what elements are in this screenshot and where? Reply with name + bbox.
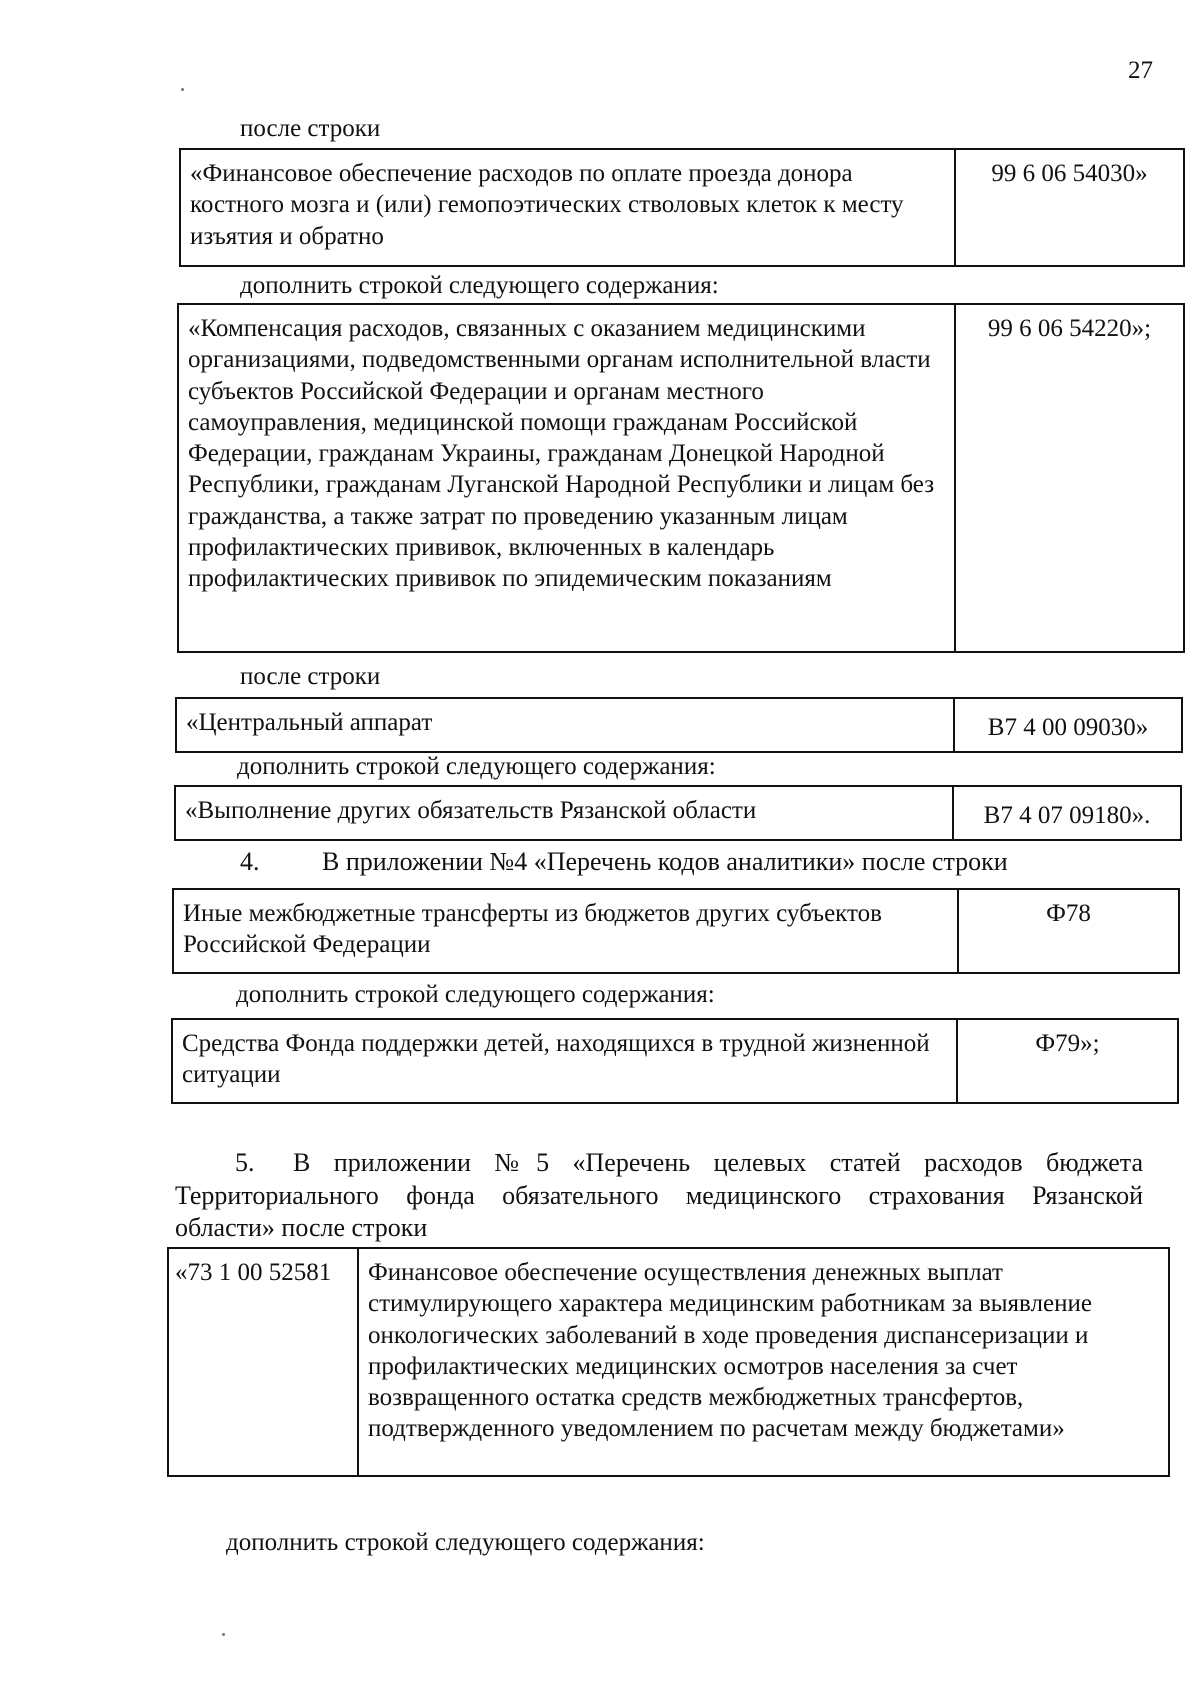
code-table-1 bbox=[179, 148, 1185, 267]
analytics-code-table-1 bbox=[172, 888, 1180, 974]
table-cell-code: «73 1 00 52581 bbox=[168, 1248, 358, 1476]
table-cell-text: Финансовое обеспечение осуществления денежных выплат стимулирующего характера медицинским работникам за выявление онкологических заболеваний в ходе проведения диспансеризации и профилактических медицинских осмотров населения за счет возвращенного остатка средств межбюджетных трансфертов, подтвержденного уведомлением по расчетам между бюджетами» bbox=[358, 1248, 1169, 1476]
code-table-2 bbox=[177, 303, 1185, 653]
table-cell-text: «Выполнение других обязательств Рязанской области bbox=[175, 786, 953, 840]
table-cell-code: Ф79»; bbox=[957, 1019, 1178, 1103]
table-cell-text: Иные межбюджетные трансферты из бюджетов других субъектов Российской Федерации bbox=[173, 889, 958, 973]
caption-after-row: после строки bbox=[240, 115, 381, 142]
paragraph-5 bbox=[175, 1147, 1143, 1245]
caption-add-row: дополнить строкой следующего содержания: bbox=[240, 272, 719, 299]
scan-speck bbox=[181, 88, 184, 91]
page-number: 27 bbox=[1128, 57, 1153, 84]
paragraph-number: 5. bbox=[235, 1148, 255, 1177]
paragraph-text-continued: Территориального фонда обязательного медицинского страхования Рязанской области» после строки bbox=[175, 1180, 1143, 1242]
table-cell-code: В7 4 07 09180». bbox=[953, 786, 1181, 840]
table-cell-code: 99 6 06 54220»; bbox=[955, 304, 1184, 652]
table-cell-text: «Компенсация расходов, связанных с оказанием медицинскими организациями, подведомственными органам исполнительной власти субъектов Российской Федерации и органам местного самоуправления, медицинской помощи гражданам Российской Федерации, гражданам Украины, гражданам Донецкой Народной Республики, гражданам Луганской Народной Республики и лицам без гражданства, а также затрат по проведению указанным лицам профилактических прививок, включенных в календарь профилактических прививок по эпидемическим показаниям bbox=[178, 304, 955, 652]
table-cell-code: Ф78 bbox=[958, 889, 1179, 973]
target-article-table bbox=[167, 1247, 1170, 1477]
scan-speck bbox=[222, 1633, 225, 1636]
analytics-code-table-2 bbox=[171, 1018, 1179, 1104]
code-table-3 bbox=[175, 697, 1183, 753]
caption-after-row: после строки bbox=[240, 663, 381, 690]
paragraph-4 bbox=[240, 846, 1008, 877]
paragraph-first-line bbox=[175, 1147, 1143, 1180]
table-cell-code: В7 4 00 09030» bbox=[954, 698, 1182, 752]
table-cell-text: «Центральный аппарат bbox=[176, 698, 954, 752]
table-cell-code: 99 6 06 54030» bbox=[955, 149, 1184, 266]
paragraph-number: 4. bbox=[240, 847, 260, 876]
caption-add-row: дополнить строкой следующего содержания: bbox=[236, 981, 715, 1008]
table-cell-text: Средства Фонда поддержки детей, находящихся в трудной жизненной ситуации bbox=[172, 1019, 957, 1103]
code-table-4 bbox=[174, 785, 1182, 841]
caption-add-row: дополнить строкой следующего содержания: bbox=[237, 753, 716, 780]
paragraph-text: В приложении №4 «Перечень кодов аналитики» после строки bbox=[322, 847, 1008, 876]
caption-add-row: дополнить строкой следующего содержания: bbox=[226, 1529, 705, 1556]
table-cell-text: «Финансовое обеспечение расходов по оплате проезда донора костного мозга и (или) гемопоэтических стволовых клеток к месту изъятия и обратно bbox=[180, 149, 955, 266]
paragraph-text: В приложении №5 «Перечень целевых статей расходов бюджета bbox=[293, 1148, 1143, 1177]
